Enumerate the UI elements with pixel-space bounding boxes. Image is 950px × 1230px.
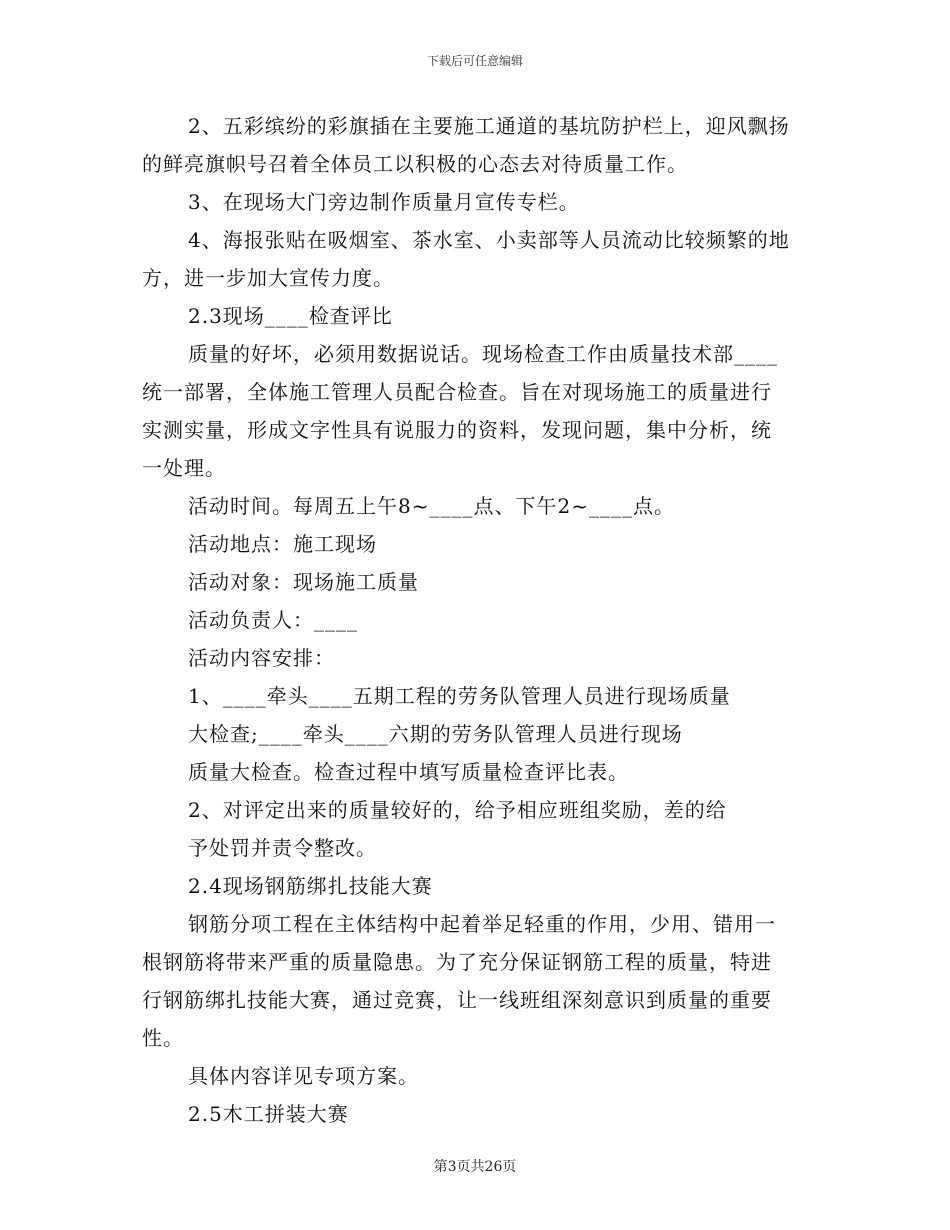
page-number: 第3页共26页	[433, 1159, 517, 1175]
section-heading: 2.4现场钢筋绑扎技能大赛	[188, 874, 433, 898]
text-line: 活动负责人：____	[188, 608, 358, 632]
text-line: 质量大检查。检查过程中填写质量检查评比表。	[188, 760, 629, 784]
text-line: 根钢筋将带来严重的质量隐患。为了充分保证钢筋工程的质量，特进	[142, 950, 772, 974]
text-line: 活动对象：现场施工质量	[188, 570, 419, 594]
section-heading: 2.5木工拼装大赛	[188, 1102, 349, 1126]
text-line: 4、海报张贴在吸烟室、茶水室、小卖部等人员流动比较频繁的地	[188, 228, 790, 252]
text-line: 活动时间。每周五上午8~____点、下午2~____点。	[188, 494, 675, 518]
text-line: 统一部署，全体施工管理人员配合检查。旨在对现场施工的质量进行	[142, 380, 772, 404]
text-line: 活动内容安排：	[188, 646, 335, 670]
text-line: 活动地点：施工现场	[188, 532, 377, 556]
text-line: 质量的好坏，必须用数据说话。现场检查工作由质量技术部____	[188, 342, 778, 366]
text-line: 予处罚并责令整改。	[188, 836, 377, 860]
text-line: 实测实量，形成文字性具有说服力的资料，发现问题，集中分析，统	[142, 418, 772, 442]
text-line: 1、____牵头____五期工程的劳务队管理人员进行现场质量	[188, 684, 731, 708]
text-line: 大检查;____牵头____六期的劳务队管理人员进行现场	[188, 722, 683, 746]
text-line: 3、在现场大门旁边制作质量月宣传专栏。	[188, 190, 580, 214]
text-line: 的鲜亮旗帜号召着全体员工以积极的心态去对待质量工作。	[142, 152, 688, 176]
page-header: 下载后可任意编辑	[426, 54, 523, 68]
text-line: 钢筋分项工程在主体结构中起着举足轻重的作用，少用、错用一	[188, 912, 776, 936]
text-line: 行钢筋绑扎技能大赛，通过竞赛，让一线班组深刻意识到质量的重要	[142, 988, 772, 1012]
text-line: 2、对评定出来的质量较好的，给予相应班组奖励，差的给	[188, 798, 727, 822]
section-heading: 2.3现场____检查评比	[188, 304, 393, 328]
text-line: 一处理。	[142, 456, 226, 480]
text-line: 2、五彩缤纷的彩旗插在主要施工通道的基坑防护栏上，迎风飘扬	[188, 114, 790, 138]
text-line: 具体内容详见专项方案。	[188, 1064, 419, 1088]
text-line: 方，进一步加大宣传力度。	[142, 266, 394, 290]
text-line: 性。	[142, 1026, 184, 1050]
